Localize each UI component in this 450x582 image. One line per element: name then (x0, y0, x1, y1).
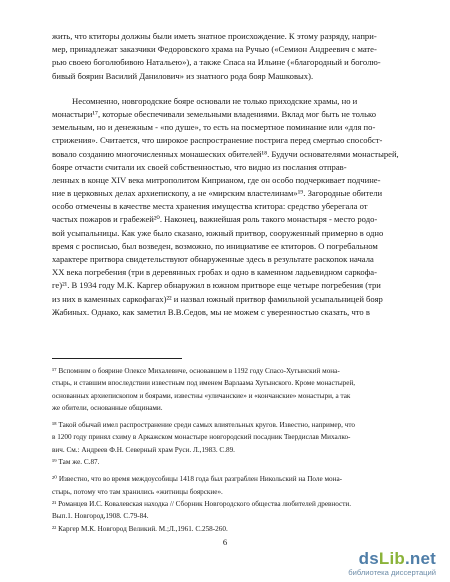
text-line: бивый боярин Василий Данилович» из знатного рода бояр Машковых). (52, 70, 314, 81)
dslib-watermark-logo (284, 549, 436, 577)
footnote-22: ²² Каргер М.К. Новгород Великий. М.;Л.,1961. С.258-260. (52, 524, 228, 533)
text-line: из них в каменных саркофагах)²² и назвал южный притвор фамильной усыпальницей бояр (52, 293, 383, 304)
watermark-subtitle: библиотека диссертаций (348, 568, 436, 577)
footnote-18-line: ¹⁸ Такой обычай имел распространение среди самых влиятельных кругов. Известно, например, что (52, 421, 356, 430)
footnotes (52, 365, 400, 535)
main-text (52, 30, 400, 319)
text-line: ленных в конце XIV века митрополитом Киприаном, где он особо подчеркивает подчине- (52, 174, 381, 185)
text-line: ге)²¹. В 1934 году М.К. Каргер обнаружил в южном притворе еще четыре погребения (три (52, 280, 381, 291)
footnote-17-line: же обители, основанные общинами. (52, 403, 163, 412)
footnote-17-line: основанных архиепископом и боярами, известны «уличанские» и «кончанские» монастыри, а так (52, 391, 351, 400)
text-line: монастыри¹⁷, которые обеспечивали земельными владениями. Вклад мог быть не только (52, 108, 377, 119)
text-line: стрижения». Считается, что широкое распространение пострига перед смертью способст- (52, 135, 383, 146)
footnote-21-line: Вып.1. Новгород,1908. С.79-84. (52, 512, 149, 521)
footnote-divider (52, 358, 182, 359)
footnote-17-line: стырь, и ставшим впоследствии известным под именем Варлаама Хутынского. Кроме монастырей, (52, 379, 356, 388)
text-line: время с росписью, был возведен, возможно, по инициативе ее ктиторов. О погребальном (52, 240, 378, 251)
text-line: Жабиных. Однако, как заметил В.В.Седов, мы не можем с уверенностью сказать, что в (52, 306, 370, 317)
text-line: Несомненно, новгородские бояре основали не только приходские храмы, но и (72, 95, 358, 106)
text-line: рью своею боголюбивою Натальею»), а также Спаса на Ильине («благородный и боголю- (52, 57, 381, 68)
text-line: мер, принадлежат заказчики Федоровского храма на Ручью («Семион Андреевич с мате- (52, 44, 377, 55)
paragraph-gap (52, 83, 400, 95)
text-line: особо отмечены в качестве места хранения имущества ктитора: средство уберегала от (52, 201, 368, 212)
watermark-site-name: dsLib.net (358, 549, 436, 568)
text-line: вовало созданию многочисленных монашеских обителей¹⁸. Будучи основателями монастырей, (52, 148, 399, 159)
footnote-20-line: стырь, потому что там хранились «житницы боярские». (52, 487, 223, 496)
text-line: вой усыпальницы. Как уже было сказано, южный притвор, сооруженный примерно в одно (52, 227, 384, 238)
text-line: характере притвора свидетельствуют обнаруженные здесь в результате раскопок начала (52, 254, 374, 264)
text-line: XX века погребения (три в деревянных гробах и одно в каменном ладьевидном саркофа- (52, 267, 377, 278)
text-line: ние в церковных делах архиепископу, а не «мирским властелинам»¹⁹. Загородные обители (52, 188, 383, 199)
text-line: жить, что ктиторы должны были иметь знатное происхождение. К этому разряду, напри- (52, 31, 377, 41)
text-line: земельным, но и денежным - «по душе», то есть на посмертное поминание или «для по- (52, 122, 376, 133)
footnote-20-line: ²⁰ Известно, что во время междоусобицы 1418 года был разграблен Никольский на Поле мона- (52, 475, 343, 484)
footnote-18-line: в 1200 году принял схиму в Аркажском монастыре новгородский посадник Твердислав Михалко- (52, 433, 351, 442)
text-line: частых пожаров и грабежей²⁰. Наконец, важнейшая роль такого монастыря - место родо- (52, 214, 378, 225)
page-number: 6 (222, 537, 228, 547)
footnote-21-line: ²¹ Романцев И.С. Ковалевская находка // Сборник Новгородского общества любителей древности. (52, 499, 352, 508)
text-line: бояре отчасти считали их своей собственностью, что видно из послания отправ- (52, 161, 347, 172)
footnote-18-line: вич. См.: Андреев Ф.Н. Северный храм Руси. Л.,1983. С.89. (52, 445, 235, 454)
footnote-17-line: ¹⁷ Вспомним о боярине Олексе Михалевиче, основавшем в 1192 году Спасо-Хутынский мона- (52, 367, 340, 375)
footnote-19: ¹⁹ Там же. С.87. (52, 458, 100, 467)
